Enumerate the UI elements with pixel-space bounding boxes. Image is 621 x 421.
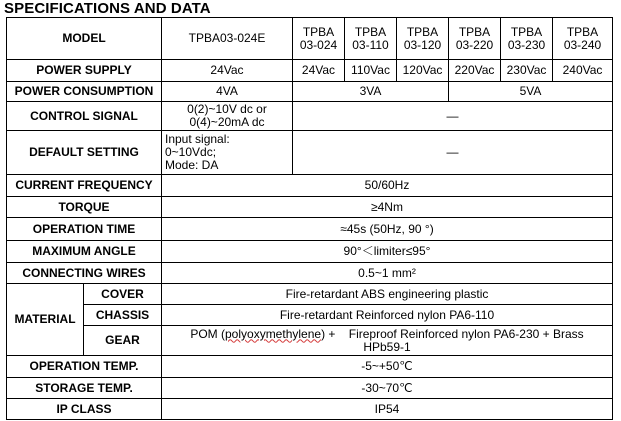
power-supply-value: 24Vac — [293, 60, 345, 82]
default-setting-label: DEFAULT SETTING — [7, 131, 162, 175]
row-maximum-angle — [7, 241, 613, 263]
row-material-chassis — [7, 305, 613, 326]
operation-time-value: ≈45s (50Hz, 90 °) — [162, 218, 613, 241]
row-connecting-wires — [7, 263, 613, 284]
maximum-angle-value: 90°＜limiter≤95° — [162, 241, 613, 263]
row-material-cover — [7, 284, 613, 305]
row-operation-time — [7, 218, 613, 241]
control-signal-na: — — [293, 102, 613, 131]
current-frequency-value: 50/60Hz — [162, 175, 613, 197]
specifications-table — [6, 17, 612, 420]
torque-value: ≥4Nm — [162, 197, 613, 218]
power-supply-value: 24Vac — [162, 60, 293, 82]
power-supply-value: 110Vac — [345, 60, 397, 82]
material-label: MATERIAL — [7, 284, 84, 356]
operation-temp-value: -5~+50℃ — [162, 356, 613, 378]
model-tpba-03-110: TPBA 03-110 — [345, 18, 397, 60]
spellcheck-word: polyoxymethylene — [225, 326, 322, 341]
model-tpba03-024e: TPBA03-024E — [162, 18, 293, 60]
gear-label: GEAR — [84, 326, 162, 356]
connecting-wires-label: CONNECTING WIRES — [7, 263, 162, 284]
model-tpba-03-120: TPBA 03-120 — [397, 18, 449, 60]
gear-value: POM (polyoxymethylene) + Fireproof Reinforced nylon PA6-230 + Brass HPb59-1 — [162, 326, 613, 356]
power-consumption-value: 4VA — [162, 82, 293, 102]
cover-value: Fire-retardant ABS engineering plastic — [162, 284, 613, 305]
torque-label: TORQUE — [7, 197, 162, 218]
row-current-frequency — [7, 175, 613, 197]
storage-temp-value: -30~70℃ — [162, 378, 613, 399]
storage-temp-label: STORAGE TEMP. — [7, 378, 162, 399]
power-supply-value: 230Vac — [501, 60, 553, 82]
model-tpba-03-220: TPBA 03-220 — [449, 18, 501, 60]
chassis-value: Fire-retardant Reinforced nylon PA6-110 — [162, 305, 613, 326]
power-consumption-label: POWER CONSUMPTION — [7, 82, 162, 102]
row-power-supply — [7, 60, 613, 82]
row-power-consumption — [7, 82, 613, 102]
power-supply-value: 120Vac — [397, 60, 449, 82]
default-setting-na: — — [293, 131, 613, 175]
row-control-signal — [7, 102, 613, 131]
maximum-angle-label: MAXIMUM ANGLE — [7, 241, 162, 263]
row-material-gear — [7, 326, 613, 356]
operation-time-label: OPERATION TIME — [7, 218, 162, 241]
row-default-setting — [7, 131, 613, 175]
operation-temp-label: OPERATION TEMP. — [7, 356, 162, 378]
model-tpba-03-240: TPBA 03-240 — [553, 18, 613, 60]
power-consumption-value: 5VA — [449, 82, 613, 102]
model-label: MODEL — [7, 18, 162, 60]
cover-label: COVER — [84, 284, 162, 305]
power-consumption-value: 3VA — [293, 82, 449, 102]
control-signal-value: 0(2)~10V dc or 0(4)~20mA dc — [162, 102, 293, 131]
current-frequency-label: CURRENT FREQUENCY — [7, 175, 162, 197]
connecting-wires-value: 0.5~1 mm² — [162, 263, 613, 284]
power-supply-value: 220Vac — [449, 60, 501, 82]
default-setting-value: Input signal: 0~10Vdc; Mode: DA — [162, 131, 293, 175]
power-supply-label: POWER SUPPLY — [7, 60, 162, 82]
model-tpba-03-230: TPBA 03-230 — [501, 18, 553, 60]
model-tpba-03-024: TPBA 03-024 — [293, 18, 345, 60]
ip-class-label: IP CLASS — [7, 399, 162, 420]
row-storage-temp — [7, 378, 613, 399]
power-supply-value: 240Vac — [553, 60, 613, 82]
control-signal-label: CONTROL SIGNAL — [7, 102, 162, 131]
row-torque — [7, 197, 613, 218]
chassis-label: CHASSIS — [84, 305, 162, 326]
ip-class-value: IP54 — [162, 399, 613, 420]
row-ip-class — [7, 399, 613, 420]
page-title: SPECIFICATIONS AND DATA — [4, 0, 211, 17]
row-model — [7, 18, 613, 60]
row-operation-temp — [7, 356, 613, 378]
